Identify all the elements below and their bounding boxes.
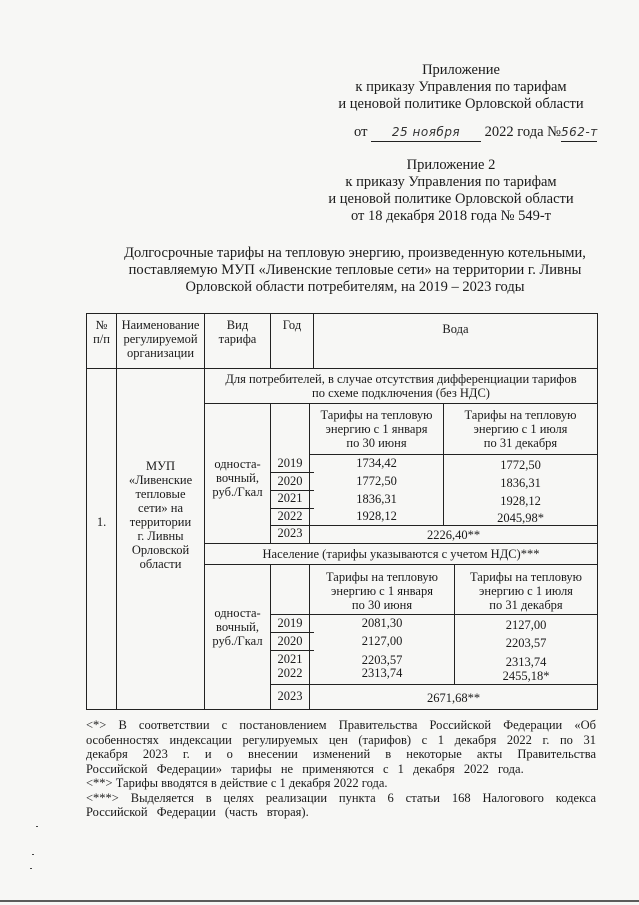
appendix2-title: Приложение 2 (406, 157, 496, 173)
section2-col-b-header: Тарифы на тепловую энергию с 1 июля по 31 декабря (469, 570, 583, 612)
tariff-cell: 1836,31 (500, 476, 541, 490)
handwritten-number-field (561, 124, 597, 142)
section1-caption: Для потребителей, в случае отсутствия дифференциации тарифов по схеме подключения (без НДС) (225, 372, 577, 400)
appendix2-line: от 18 декабря 2018 года № 549-т (351, 208, 551, 224)
tariff-cell: 1772,50 (500, 458, 541, 472)
appendix2-header (311, 157, 591, 225)
year-cell: 2020 (277, 474, 303, 488)
year-cell: 2021 (277, 491, 303, 505)
section2-tariff-kind: односта- вочный, руб./Гкал (212, 606, 263, 648)
footnotes (86, 718, 596, 820)
tariff-cell: 2203,57 (505, 636, 547, 650)
section2-caption: Население (тарифы указываются с учетом НДС)*** (262, 547, 540, 561)
appendix-line: к приказу Управления по тарифам (355, 79, 567, 95)
tariff-cell: 2313,74 (505, 655, 547, 669)
tariff-cell: 1734,42 (356, 456, 397, 470)
document-title (95, 245, 615, 296)
footnote-2: <**> Тарифы вводятся в действие с 1 декабря 2022 года. (86, 776, 388, 790)
scan-speck (32, 854, 34, 855)
tariff-cell: 1928,12 (356, 509, 397, 523)
tariff-table (86, 313, 598, 710)
header-org: Наименование регулируемой организации (121, 318, 200, 360)
handwritten-date-field (371, 124, 481, 142)
year-cell: 2023 (277, 526, 303, 540)
year-cell: 2022 (277, 666, 303, 680)
order-date-line (307, 124, 597, 142)
appendix-header (331, 62, 591, 113)
title-line: Орловской области потребителям, на 2019 – 2023 годы (185, 279, 525, 295)
tariff-cell: 2127,00 (361, 634, 403, 648)
tariff-cell: 2081,30 (361, 616, 403, 630)
year-cell: 2019 (277, 616, 303, 630)
title-line: поставляемую МУП «Ливенские тепловые сети» на территории г. Ливны (128, 262, 582, 278)
scan-edge-line (0, 900, 639, 902)
tariff-cell: 2226,40** (426, 528, 481, 542)
section2-col-a-header: Тарифы на тепловую энергию с 1 января по 30 июня (325, 570, 439, 612)
tariff-cell: 1836,31 (356, 492, 397, 506)
section1-col-b-header: Тарифы на тепловую энергию с 1 июля по 31 декабря (464, 408, 577, 450)
title-line: Долгосрочные тарифы на тепловую энергию, произведенную котельными, (124, 245, 586, 261)
section1-tariff-kind: односта- вочный, руб./Гкал (212, 457, 263, 499)
scan-speck (36, 826, 38, 827)
tariff-cell: 2671,68** (426, 691, 481, 705)
tariff-cell: 2313,74 (361, 666, 403, 680)
header-year: Год (282, 318, 302, 332)
appendix-line: и ценовой политике Орловской области (338, 96, 584, 112)
organization-name: МУП «Ливенские тепловые сети» на территории г. Ливны Орловской области (128, 459, 193, 571)
header-num: № п/п (93, 318, 110, 346)
footnote-1: <*> В соответствии с постановлением Правительства Российской Федерации «Об особенностях индексации регулируемых цен (тарифов) с 1 декабря 2022 г. по 31 декабря 2023 г. и о внесении изменений в некоторые акты Правительства Российской Федерации» тарифы не применяются с 1 декабря 2022 года. (86, 718, 596, 776)
tariff-cell: 2045,98* (497, 511, 544, 525)
header-kind: Вид тарифа (218, 318, 257, 346)
appendix2-line: к приказу Управления по тарифам (345, 174, 557, 190)
appendix2-line: и ценовой политике Орловской области (328, 191, 574, 207)
handwritten-number: 562-т (561, 125, 598, 139)
tariff-cell: 1928,12 (500, 494, 541, 508)
scan-speck (30, 868, 32, 869)
tariff-cell: 2127,00 (505, 618, 547, 632)
tariff-cell: 2455,18* (502, 669, 550, 683)
tariff-cell: 1772,50 (356, 474, 397, 488)
row-number: 1. (96, 515, 107, 529)
section1-col-a-header: Тарифы на тепловую энергию с 1 января по 30 июня (320, 408, 433, 450)
year-cell: 2020 (277, 634, 303, 648)
date-year-text: 2022 года № (484, 124, 561, 140)
footnote-3: <***> Выделяется в целях реализации пункта 6 статьи 168 Налогового кодекса Российской Федерации (часть вторая). (86, 790, 596, 819)
year-cell: 2022 (277, 509, 303, 523)
header-water: Вода (442, 322, 469, 336)
appendix-title: Приложение (422, 62, 500, 78)
tariff-cell: 2203,57 (361, 653, 403, 667)
year-cell: 2021 (277, 652, 303, 666)
date-prefix: от (354, 124, 368, 140)
year-cell: 2023 (277, 689, 303, 703)
handwritten-date: 25 ноября (391, 125, 461, 139)
year-cell: 2019 (277, 456, 303, 470)
